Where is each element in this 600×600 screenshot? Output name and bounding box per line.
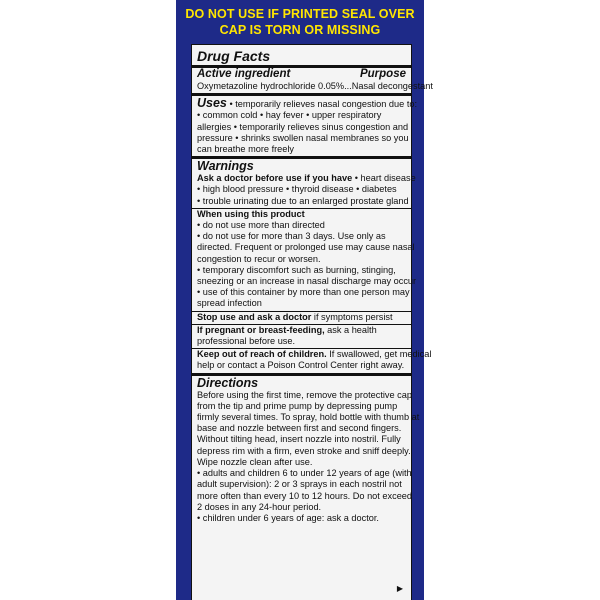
uses-line: can breathe more freely [197, 144, 295, 155]
warnings-heading: Warnings [197, 159, 254, 174]
uses-line: pressure • shrinks swollen nasal membranes so you [197, 132, 409, 143]
seal-warning-line-2: CAP IS TORN OR MISSING [219, 23, 381, 37]
directions-line: adult supervision): 2 or 3 sprays in each nostril not [197, 479, 402, 490]
directions-line: Wipe nozzle clean after use. [197, 456, 313, 467]
directions-line: • adults and children 6 to under 12 years of age (with [197, 468, 412, 479]
when-using-line: sneezing or an increase in nasal discharge may occur [197, 276, 417, 287]
when-using-line: • use of this container by more than one person may [197, 287, 410, 298]
continue-arrow-icon: ▶ [396, 583, 403, 593]
when-using-line: congestion to recur or worsen. [197, 253, 321, 264]
keep-out-line [197, 349, 432, 360]
uses-heading: Uses [197, 96, 227, 111]
when-using-line: • do not use more than directed [197, 220, 325, 231]
active-ingredient-header [197, 68, 406, 81]
seal-warning [176, 6, 424, 38]
stop-use-line [197, 312, 406, 323]
keep-out-line-2: help or contact a Poison Control Center right away. [197, 360, 405, 371]
stop-use-rest: if symptoms persist [311, 311, 393, 322]
uses-section [197, 96, 418, 111]
directions-line: • children under 6 years of age: ask a doctor. [197, 512, 379, 523]
ask-doctor-bold: Ask a doctor before use if you have [197, 173, 353, 184]
when-using-heading: When using this product [197, 208, 305, 219]
when-using-line: • do not use for more than 3 days. Use only as [197, 231, 386, 242]
pregnant-bold: If pregnant or breast-feeding, [197, 324, 325, 335]
keep-out-bold: Keep out of reach of children. [197, 349, 327, 360]
keep-out-rest: If swallowed, get medical [326, 349, 432, 360]
purpose-heading: Purpose [359, 68, 406, 80]
directions-line: more often than every 10 to 12 hours. Do not exceed [197, 490, 413, 501]
uses-line: • common cold • hay fever • upper respiratory [197, 110, 382, 121]
directions-line: firmly several times. To spray, hold bottle with thumb at [197, 412, 420, 423]
ask-doctor-line: • trouble urinating due to an enlarged prostate gland [197, 195, 409, 206]
ask-doctor-line: • high blood pressure • thyroid disease • diabetes [197, 184, 397, 195]
uses-line: allergies • temporarily relieves sinus congestion and [197, 121, 409, 132]
active-ingredient-heading: Active ingredient [197, 68, 291, 80]
active-ingredient-line: Oxymetazoline hydrochloride 0.05%...Nasal decongestant [197, 81, 433, 91]
directions-line: from the tip and prime pump by depressing pump [197, 400, 398, 411]
ask-doctor-line [197, 173, 416, 184]
seal-warning-line-1: DO NOT USE IF PRINTED SEAL OVER [185, 7, 415, 21]
stop-use-bold: Stop use and ask a doctor [197, 311, 312, 322]
uses-line: • temporarily relieves nasal congestion due to: [229, 99, 418, 110]
package-box [176, 0, 433, 600]
directions-line: Without tilting head, insert nozzle into nostril. Fully [197, 434, 401, 445]
when-using-line: directed. Frequent or prolonged use may cause nasal [197, 242, 415, 253]
drug-facts-title: Drug Facts [197, 48, 271, 64]
when-using-line: • temporary discomfort such as burning, stinging, [197, 264, 396, 275]
drug-facts-panel [191, 44, 433, 600]
directions-line: base and nozzle between first and second fingers. [197, 423, 402, 434]
directions-line: depress rim with a firm, even stroke and sniff deeply. [197, 445, 411, 456]
directions-line: Before using the first time, remove the protective cap [197, 389, 412, 400]
when-using-line: spread infection [197, 298, 262, 309]
directions-heading: Directions [197, 375, 259, 390]
directions-line: 2 doses in any 24-hour period. [197, 501, 322, 512]
ask-doctor-rest: • heart disease [352, 173, 416, 184]
pregnant-rest: ask a health [324, 324, 377, 335]
pregnant-line-2: professional before use. [197, 336, 296, 347]
pregnant-line [197, 325, 406, 336]
